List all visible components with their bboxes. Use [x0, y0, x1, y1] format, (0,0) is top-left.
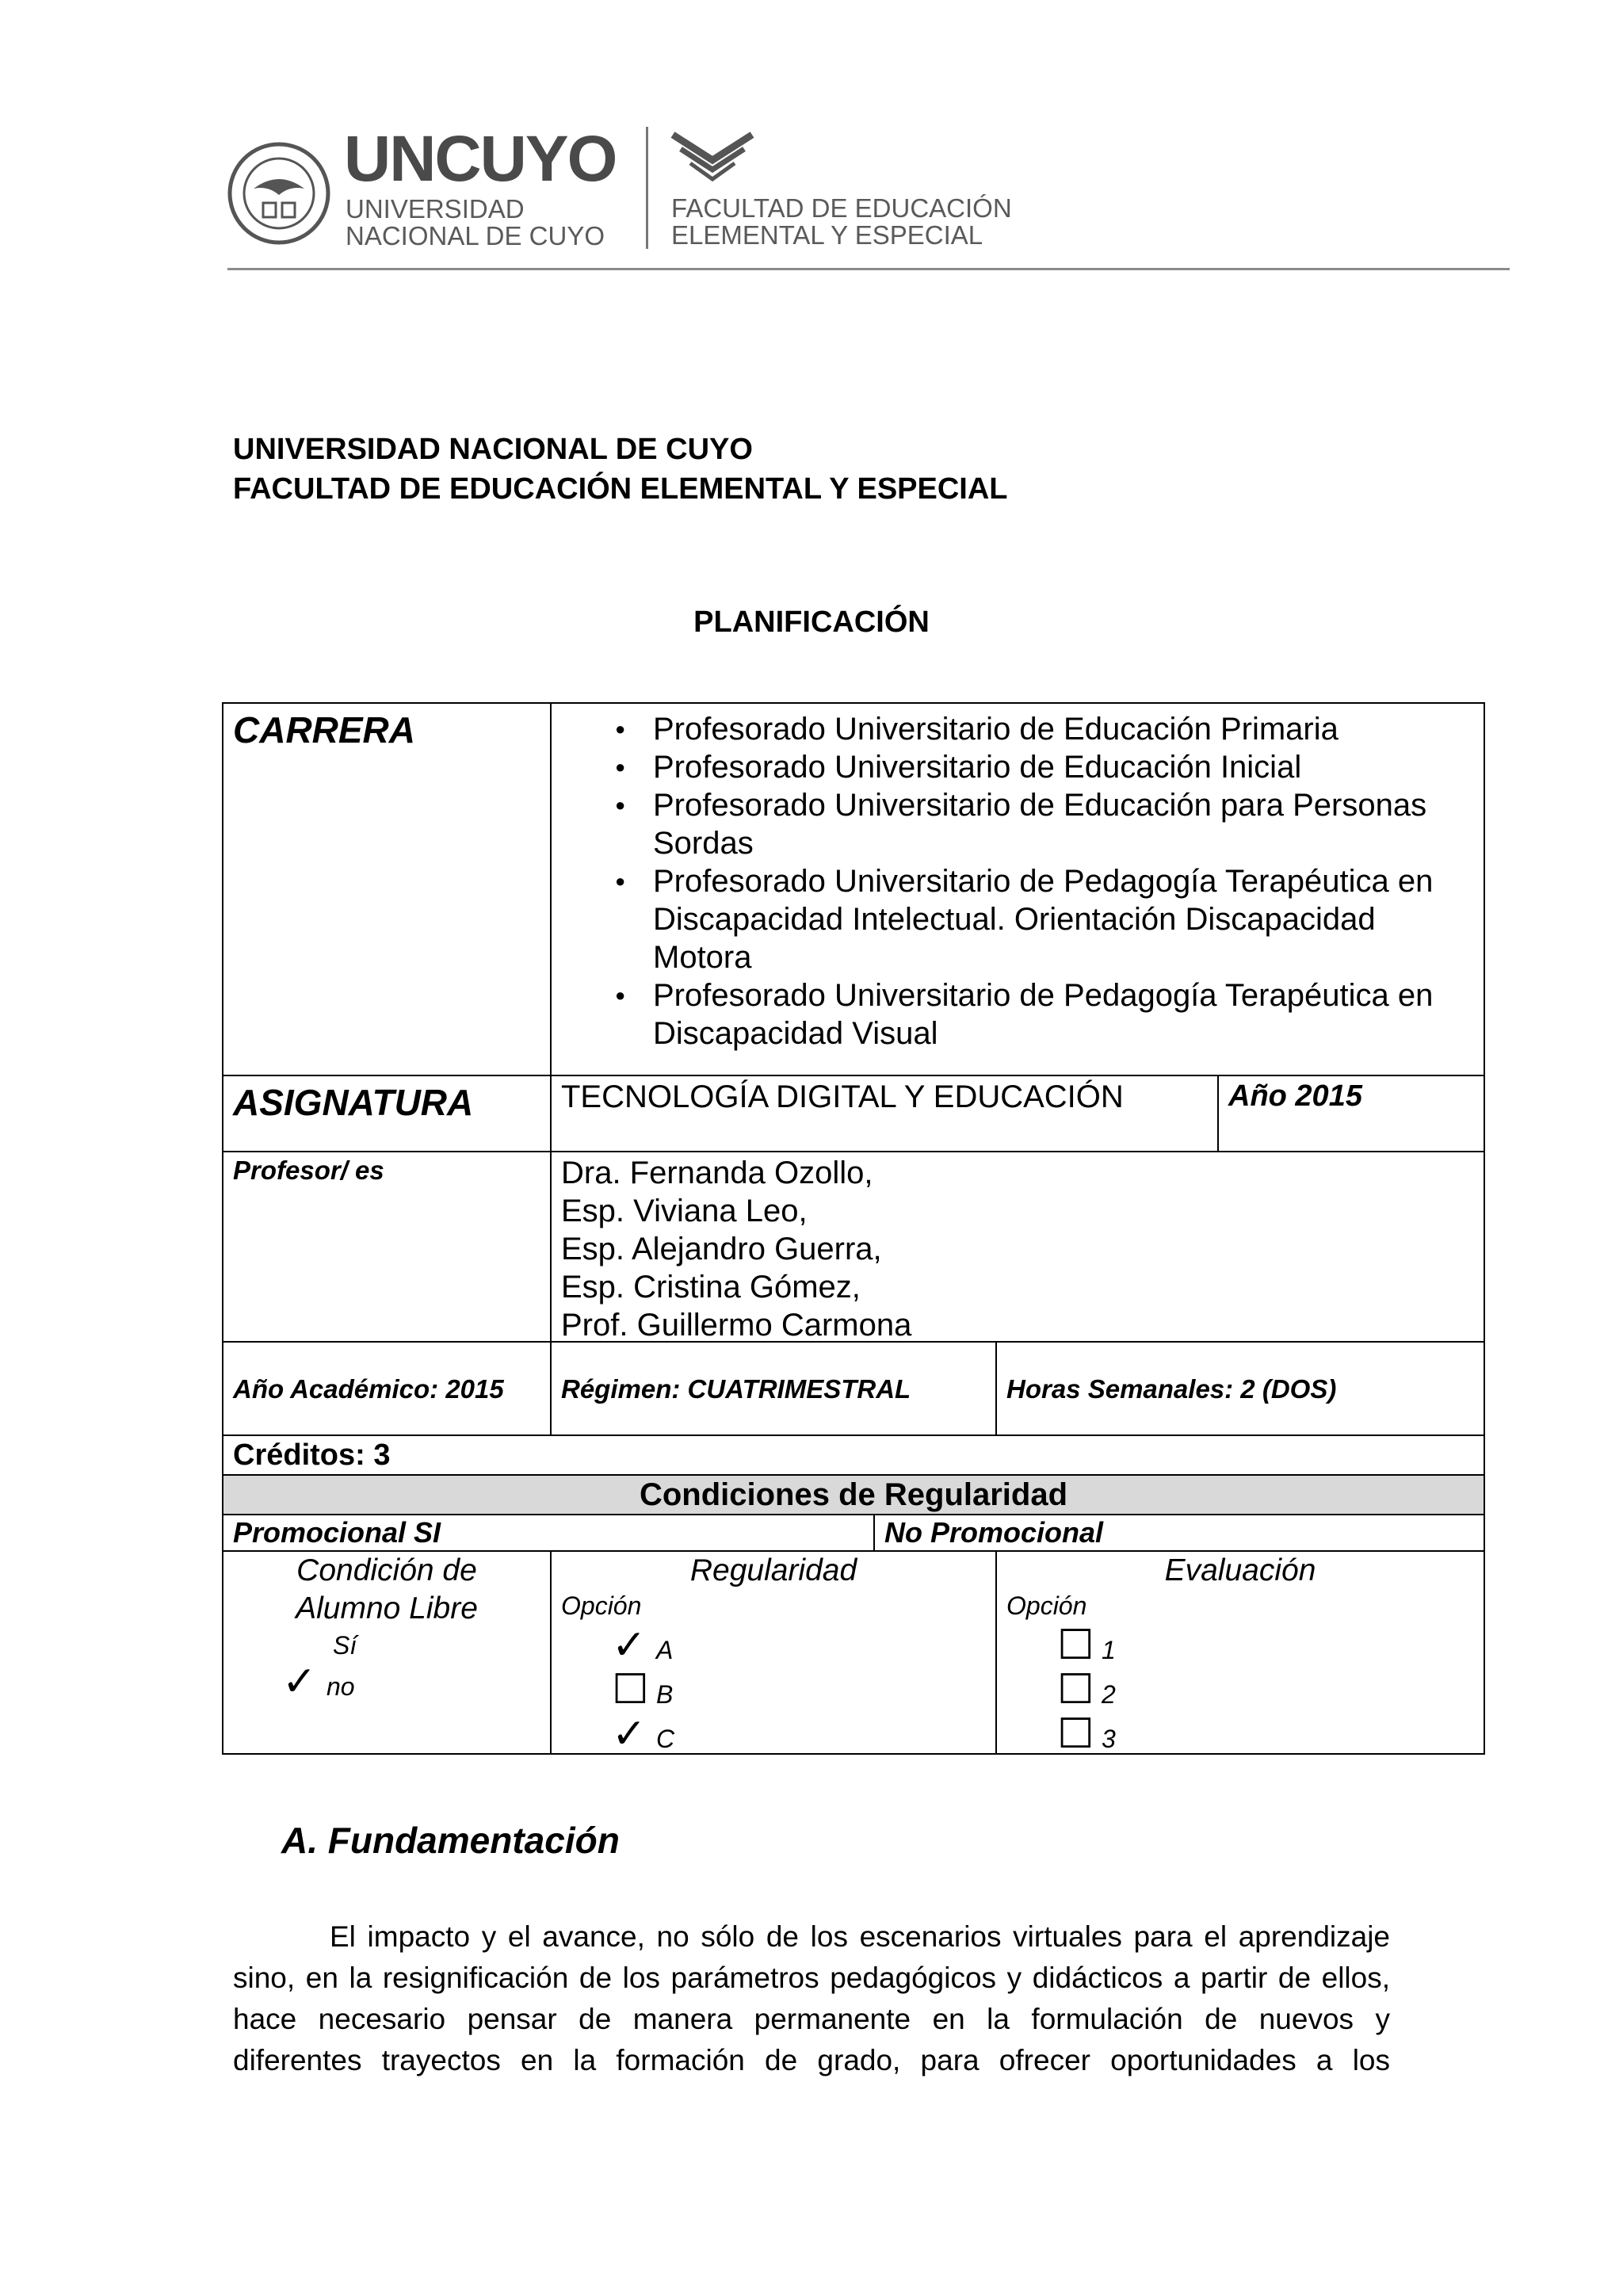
carrera-value-cell: [550, 702, 1485, 1076]
university-seal-logo: [227, 130, 331, 257]
libre-no-option[interactable]: [282, 1658, 355, 1706]
header-divider: [646, 127, 648, 249]
horas-cell: [995, 1341, 1485, 1436]
libre-no-label: no: [327, 1672, 355, 1701]
brand-wordmark: UNCUYO: [344, 123, 617, 195]
check-icon: ✓: [612, 1622, 647, 1668]
checkbox-empty-icon: ☐: [1057, 1667, 1094, 1713]
profesores-label-cell: [222, 1151, 552, 1343]
carrera-list: [552, 710, 1484, 1052]
anio-cell: [1217, 1075, 1485, 1152]
alumno-libre-cell: [222, 1550, 552, 1755]
check-icon: ✓: [282, 1659, 317, 1705]
evaluacion-option-1[interactable]: [1057, 1622, 1116, 1669]
profesor-name: Esp. Cristina Gómez,: [561, 1270, 861, 1305]
profesor-name: Dra. Fernanda Ozollo,: [561, 1156, 873, 1190]
profesores-label: Profesor/ es: [233, 1156, 384, 1185]
paragraph-line: diferentes trayectos en la formación de grado, para ofrecer oportunidades a los: [233, 2044, 1390, 2076]
profesor-name: Esp. Viviana Leo,: [561, 1194, 808, 1228]
option-label: C: [656, 1725, 675, 1753]
option-label: 1: [1102, 1636, 1116, 1664]
profesor-name: Esp. Alejandro Guerra,: [561, 1232, 882, 1266]
profesores-value-cell: [550, 1151, 1485, 1343]
alumno-libre-title: Alumno Libre: [296, 1591, 478, 1626]
regimen-cell: [550, 1341, 997, 1436]
faculty-line-1: FACULTAD DE EDUCACIÓN: [671, 193, 1012, 223]
promocional: Promocional SI: [233, 1516, 441, 1549]
brand-line-2: NACIONAL DE CUYO: [346, 221, 605, 250]
creditos-cell: [222, 1435, 1485, 1476]
regularidad-cell: [550, 1550, 997, 1755]
page-title: PLANIFICACIÓN: [693, 606, 930, 639]
no-promocional-cell: [873, 1514, 1485, 1552]
paragraph-line: sino, en la resignificación de los parámetros pedagógicos y didácticos a partir de ellos,: [233, 1962, 1390, 1994]
carrera-item: ● Profesorado Universitario de Educación para Personas Sordas: [552, 786, 1484, 862]
evaluacion-option-3[interactable]: [1057, 1710, 1116, 1758]
anio-value: Año 2015: [1228, 1079, 1362, 1113]
condiciones-title: Condiciones de Regularidad: [639, 1477, 1068, 1512]
option-label: A: [656, 1636, 674, 1664]
promocional-cell: [222, 1514, 875, 1552]
libre-si-label: Sí: [333, 1631, 357, 1660]
check-icon: ✓: [612, 1711, 647, 1757]
evaluacion-cell: [995, 1550, 1485, 1755]
carrera-item: ● Profesorado Universitario de Pedagogía Terapéutica en Discapacidad Intelectual. Orientación Discapacidad Motora: [552, 862, 1484, 976]
regularidad-opcion-label: Opción: [561, 1591, 642, 1620]
heading-faculty: FACULTAD DE EDUCACIÓN ELEMENTAL Y ESPECIAL: [233, 472, 1008, 506]
asignatura-value-cell: [550, 1075, 1219, 1152]
creditos: Créditos: 3: [233, 1438, 391, 1472]
option-label: 2: [1102, 1680, 1116, 1709]
checkbox-empty-icon: ☐: [1057, 1622, 1094, 1668]
section-title: A. Fundamentación: [281, 1820, 620, 1861]
anio-academico: Año Académico: 2015: [233, 1374, 504, 1404]
asignatura-value: TECNOLOGÍA DIGITAL Y EDUCACIÓN: [561, 1079, 1124, 1114]
option-label: B: [656, 1680, 674, 1709]
asignatura-label-cell: [222, 1075, 552, 1152]
regularidad-option-a[interactable]: [612, 1622, 673, 1669]
carrera-label: CARRERA: [233, 709, 415, 751]
paragraph-line: hace necesario pensar de manera permanente en la formulación de nuevos y: [233, 2003, 1390, 2035]
option-label: 3: [1102, 1725, 1116, 1753]
faculty-logo: [670, 128, 755, 185]
faculty-line-2: ELEMENTAL Y ESPECIAL: [671, 220, 983, 250]
condiciones-header-cell: [222, 1474, 1485, 1515]
alumno-libre-title: Condición de: [296, 1553, 477, 1587]
paragraph-line: El impacto y el avance, no sólo de los escenarios virtuales para el aprendizaje: [330, 1920, 1390, 1953]
regularidad-option-b[interactable]: [612, 1666, 673, 1713]
carrera-label-cell: [222, 702, 552, 1076]
checkbox-empty-icon: ☐: [612, 1667, 649, 1713]
asignatura-label: ASIGNATURA: [233, 1082, 474, 1123]
regularidad-title: Regularidad: [689, 1553, 857, 1587]
no-promocional: No Promocional: [884, 1516, 1104, 1549]
carrera-item: ● Profesorado Universitario de Educación Inicial: [552, 748, 1484, 786]
regimen: Régimen: CUATRIMESTRAL: [561, 1374, 911, 1404]
evaluacion-opcion-label: Opción: [1006, 1591, 1087, 1620]
regularidad-option-c[interactable]: [612, 1710, 674, 1758]
carrera-item: ● Profesorado Universitario de Educación Primaria: [552, 710, 1484, 748]
brand-line-1: UNIVERSIDAD: [346, 194, 525, 223]
heading-university: UNIVERSIDAD NACIONAL DE CUYO: [233, 433, 753, 466]
checkbox-empty-icon: ☐: [1057, 1711, 1094, 1757]
profesor-name: Prof. Guillermo Carmona: [561, 1308, 912, 1343]
evaluacion-option-2[interactable]: [1057, 1666, 1116, 1713]
horas-semanales: Horas Semanales: 2 (DOS): [1006, 1374, 1337, 1404]
header-rule: [227, 268, 1510, 270]
carrera-item: ● Profesorado Universitario de Pedagogía Terapéutica en Discapacidad Visual: [552, 976, 1484, 1052]
anio-academico-cell: [222, 1341, 552, 1436]
evaluacion-title: Evaluación: [1164, 1553, 1316, 1587]
